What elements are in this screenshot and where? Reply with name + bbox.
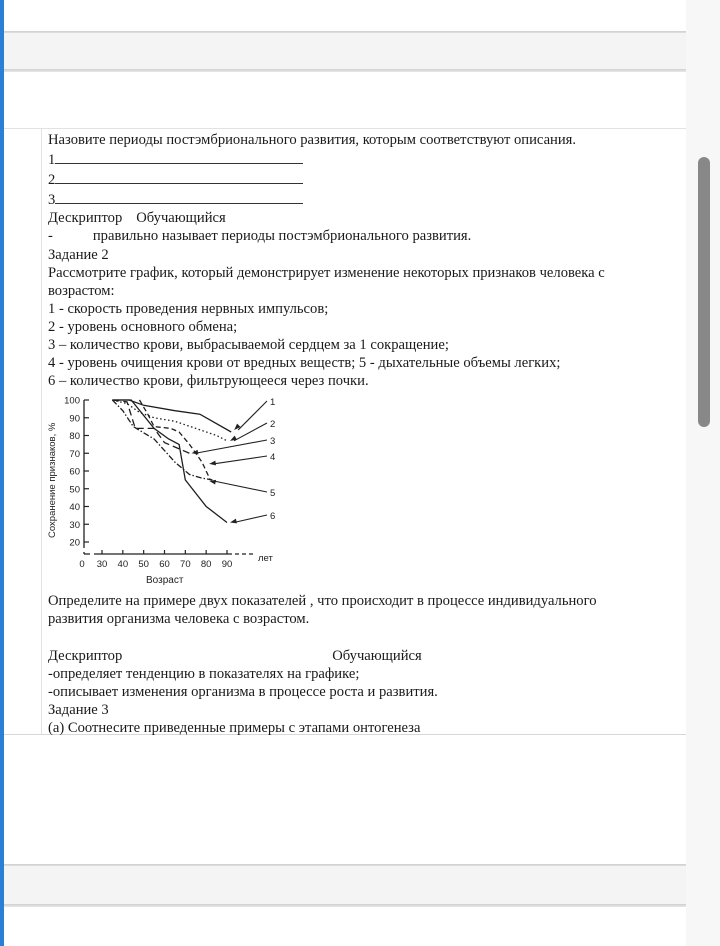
y-tick-label: 100: [64, 395, 80, 407]
y-tick-label: 60: [69, 466, 80, 478]
chart-x-unit: лет: [258, 553, 273, 565]
task1-prompt: Назовите периоды постэмбрионального развития, которым соответствуют описания.: [48, 132, 577, 148]
series-label-1: 1: [270, 397, 276, 409]
callout-arrow-3: [196, 440, 268, 453]
task2-item: 2 - уровень основного обмена;: [48, 318, 238, 335]
callout-arrow-4: [213, 456, 267, 464]
task1-descriptor-item: - правильно называет периоды постэмбрионального развития.: [48, 228, 472, 245]
series-label-4: 4: [270, 452, 276, 464]
x-tick-label: 40: [117, 559, 129, 571]
x-tick-label: 60: [159, 559, 170, 571]
task3-title: Задание 3: [48, 701, 109, 718]
callout-arrowhead-4: [209, 461, 216, 466]
x-tick-label: 80: [200, 559, 212, 571]
toolbar-band-bottom: [4, 866, 686, 905]
task2-item: 6 – количество крови, фильтрующееся через почки.: [48, 373, 369, 390]
series-label-3: 3: [270, 436, 276, 448]
x-tick-label: 30: [96, 559, 108, 571]
task1-descriptor-header: Дескриптор Обучающийся: [48, 210, 226, 227]
task2-prompt-line-2: возрастом:: [48, 282, 115, 299]
callout-arrowhead-6: [230, 519, 237, 524]
x-tick-label: 50: [138, 559, 149, 571]
answer-blank[interactable]: [55, 169, 303, 184]
y-tick-label: 70: [69, 449, 80, 461]
series-label-6: 6: [270, 511, 276, 523]
answer-blank[interactable]: [55, 149, 303, 164]
y-tick-label: 30: [69, 520, 80, 532]
chart-svg: [44, 392, 294, 588]
scrollbar-thumb[interactable]: [698, 157, 710, 427]
series-line-6: [112, 400, 227, 523]
table-left-cell: [4, 129, 42, 734]
document-content: [48, 131, 678, 737]
task2-item: 1 - скорость проведения нервных импульсов;: [48, 300, 329, 317]
task2-descriptor-header: Дескриптор Обучающийся: [48, 647, 422, 664]
y-tick-label: 50: [69, 484, 80, 496]
y-tick-label: 20: [69, 537, 80, 549]
answer-line-3[interactable]: 3: [48, 189, 678, 209]
x-tick-label: 70: [180, 559, 191, 571]
scrollbar-track[interactable]: [686, 0, 720, 946]
answer-blank[interactable]: [55, 189, 303, 204]
task2-descriptor-item: -описывает изменения организма в процессе роста и развития.: [48, 683, 438, 700]
task2-question-line-1: Определите на примере двух показателей , что происходит в процессе индивидуального: [48, 593, 597, 610]
task2-title: Задание 2: [48, 246, 109, 263]
chart-series: [112, 400, 231, 523]
series-line-3: [112, 400, 189, 453]
series-line-5: [112, 400, 212, 480]
callout-arrow-5: [213, 481, 267, 492]
series-line-4: [140, 400, 211, 480]
age-change-chart: [44, 392, 294, 588]
y-tick-label: 40: [69, 502, 80, 514]
chart-x-label: Возраст: [146, 575, 184, 587]
x-tick-label: 0: [79, 559, 85, 571]
divider-bottom-2: [4, 904, 686, 907]
answer-line-1[interactable]: 1: [48, 149, 678, 169]
y-tick-label: 80: [69, 431, 80, 443]
callout-arrow-6: [234, 515, 267, 522]
task2-item: 3 – количество крови, выбрасываемой сердцем за 1 сокращение;: [48, 337, 449, 354]
callout-arrowhead-5: [209, 480, 216, 485]
y-tick-label: 90: [69, 413, 80, 425]
divider-top-2: [4, 69, 686, 72]
series-label-2: 2: [270, 419, 276, 431]
x-tick-label: 90: [221, 559, 233, 571]
series-label-5: 5: [270, 488, 276, 500]
task2-question-line-2: развития организма человека с возрастом.: [48, 611, 310, 628]
task2-item: 4 - уровень очищения крови от вредных веществ; 5 - дыхательные объемы легких;: [48, 355, 561, 372]
toolbar-band-top: [4, 33, 686, 70]
task2-descriptor-item: -определяет тенденцию в показателях на графике;: [48, 665, 360, 682]
answer-line-2[interactable]: 2: [48, 169, 678, 189]
task2-prompt-line-1: Рассмотрите график, который демонстрирует изменение некоторых признаков человека с: [48, 264, 605, 281]
callout-arrowhead-3: [192, 450, 199, 455]
task3-prompt: (а) Соотнесите приведенные примеры с этапами онтогенеза: [48, 719, 421, 736]
chart-y-label: Сохранение признаков, %: [47, 423, 58, 539]
series-line-1: [112, 400, 231, 432]
